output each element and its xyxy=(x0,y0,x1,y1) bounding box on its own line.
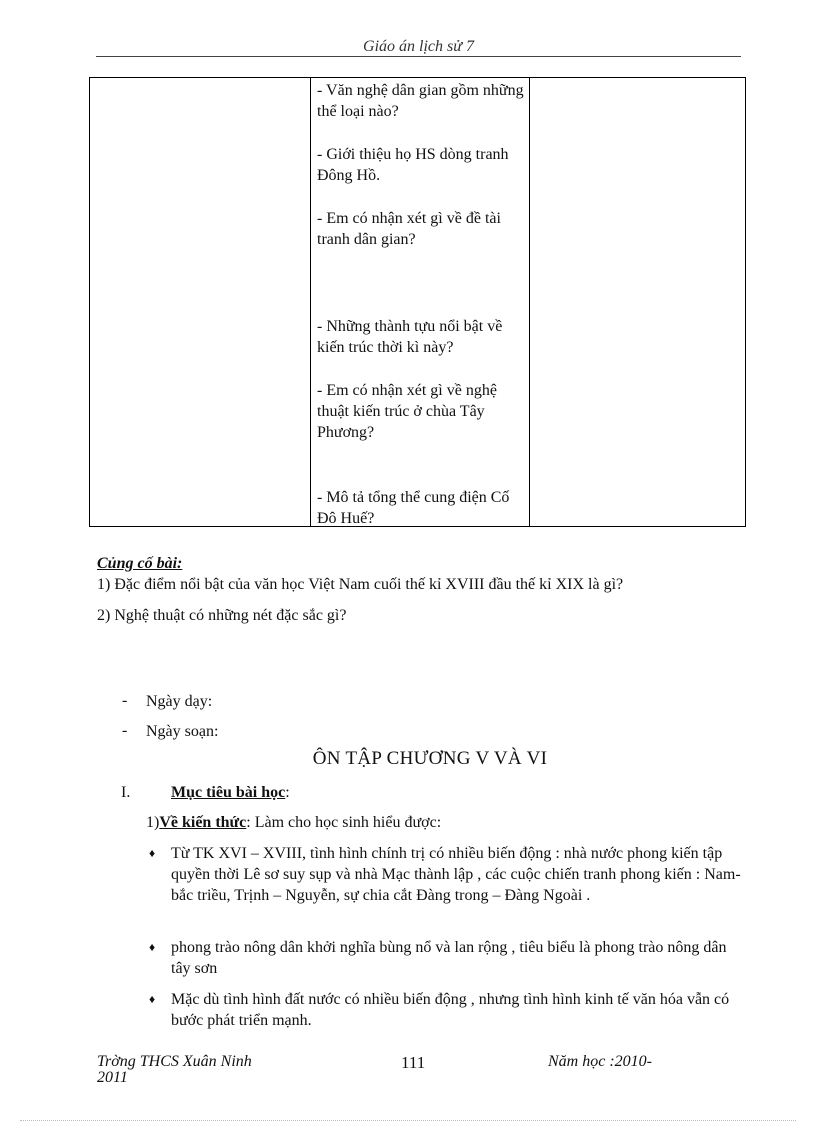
table-cell-left xyxy=(90,78,311,527)
footer-year-end: 2011 xyxy=(97,1069,128,1086)
diamond-bullet-icon: ♦ xyxy=(149,992,156,1006)
review-heading: Củng cố bài: xyxy=(97,555,183,572)
section-heading xyxy=(171,782,290,803)
header-title: Giáo án lịch sử 7 xyxy=(363,38,474,55)
teach-date-label: Ngày dạy: xyxy=(146,693,213,710)
question-item: - Em có nhận xét gì về nghệ thuật kiến trúc ở chùa Tây Phương? xyxy=(317,382,497,441)
lesson-table xyxy=(89,77,746,527)
page-number: 111 xyxy=(401,1053,426,1072)
question-item: - Giới thiệu họ HS dòng tranh Đông Hồ. xyxy=(317,146,509,184)
bullet-text: phong trào nông dân khởi nghĩa bùng nổ và lan rộng , tiêu biểu là phong trào nông dân tây sơn xyxy=(171,939,727,977)
section-colon: : xyxy=(285,784,290,801)
question-item: - Những thành tựu nổi bật về kiến trúc thời kì này? xyxy=(317,318,503,356)
bullet-text: Từ TK XVI – XVIII, tình hình chính trị có nhiều biến động : nhà nước phong kiến tập quyền thời Lê sơ suy sụp và nhà Mạc thành lập , các cuộc chiến tranh phong kiến : Nam- bắc triều, Trịnh – Nguyễn, sự chia cắt Đàng trong – Đàng Ngoài . xyxy=(171,845,741,904)
question-item: - Văn nghệ dân gian gồm những thể loại nào? xyxy=(317,82,524,120)
table-cell-questions xyxy=(311,78,530,527)
diamond-bullet-icon: ♦ xyxy=(149,940,156,954)
footer-year-label: Năm học :2010- xyxy=(548,1053,652,1070)
sub-heading xyxy=(146,812,441,833)
dash-marker: - xyxy=(122,722,128,739)
lesson-title: ÔN TẬP CHƯƠNG V VÀ VI xyxy=(312,748,548,769)
page-bottom-rule xyxy=(20,1120,796,1121)
question-item: - Em có nhận xét gì về đề tài tranh dân gian? xyxy=(317,210,501,248)
footer-school: Trờng THCS Xuân Ninh xyxy=(97,1053,252,1070)
table-cell-right xyxy=(530,78,746,527)
section-title: Mục tiêu bài học xyxy=(171,784,286,801)
review-question-2: 2) Nghệ thuật có những nét đặc sắc gì? xyxy=(97,607,347,624)
sub-description: : Làm cho học sinh hiểu được: xyxy=(246,814,442,831)
sub-title: Về kiến thức xyxy=(159,814,247,831)
header-rule xyxy=(96,56,741,57)
section-number: I. xyxy=(121,784,131,801)
prepare-date-label: Ngày soạn: xyxy=(146,723,219,740)
review-question-1: 1) Đặc điểm nổi bật của văn học Việt Nam cuối thế kỉ XVIII đầu thế kỉ XIX là gì? xyxy=(97,576,624,593)
table-row xyxy=(90,78,746,527)
bullet-text: Mặc dù tình hình đất nước có nhiều biến động , nhưng tình hình kinh tế văn hóa vẫn có bước phát triển mạnh. xyxy=(171,991,730,1029)
dash-marker: - xyxy=(122,692,128,709)
diamond-bullet-icon: ♦ xyxy=(149,846,156,860)
sub-number: 1) xyxy=(146,814,160,831)
question-item: - Mô tả tổng thể cung điện Cố Đô Huế? xyxy=(317,489,510,527)
